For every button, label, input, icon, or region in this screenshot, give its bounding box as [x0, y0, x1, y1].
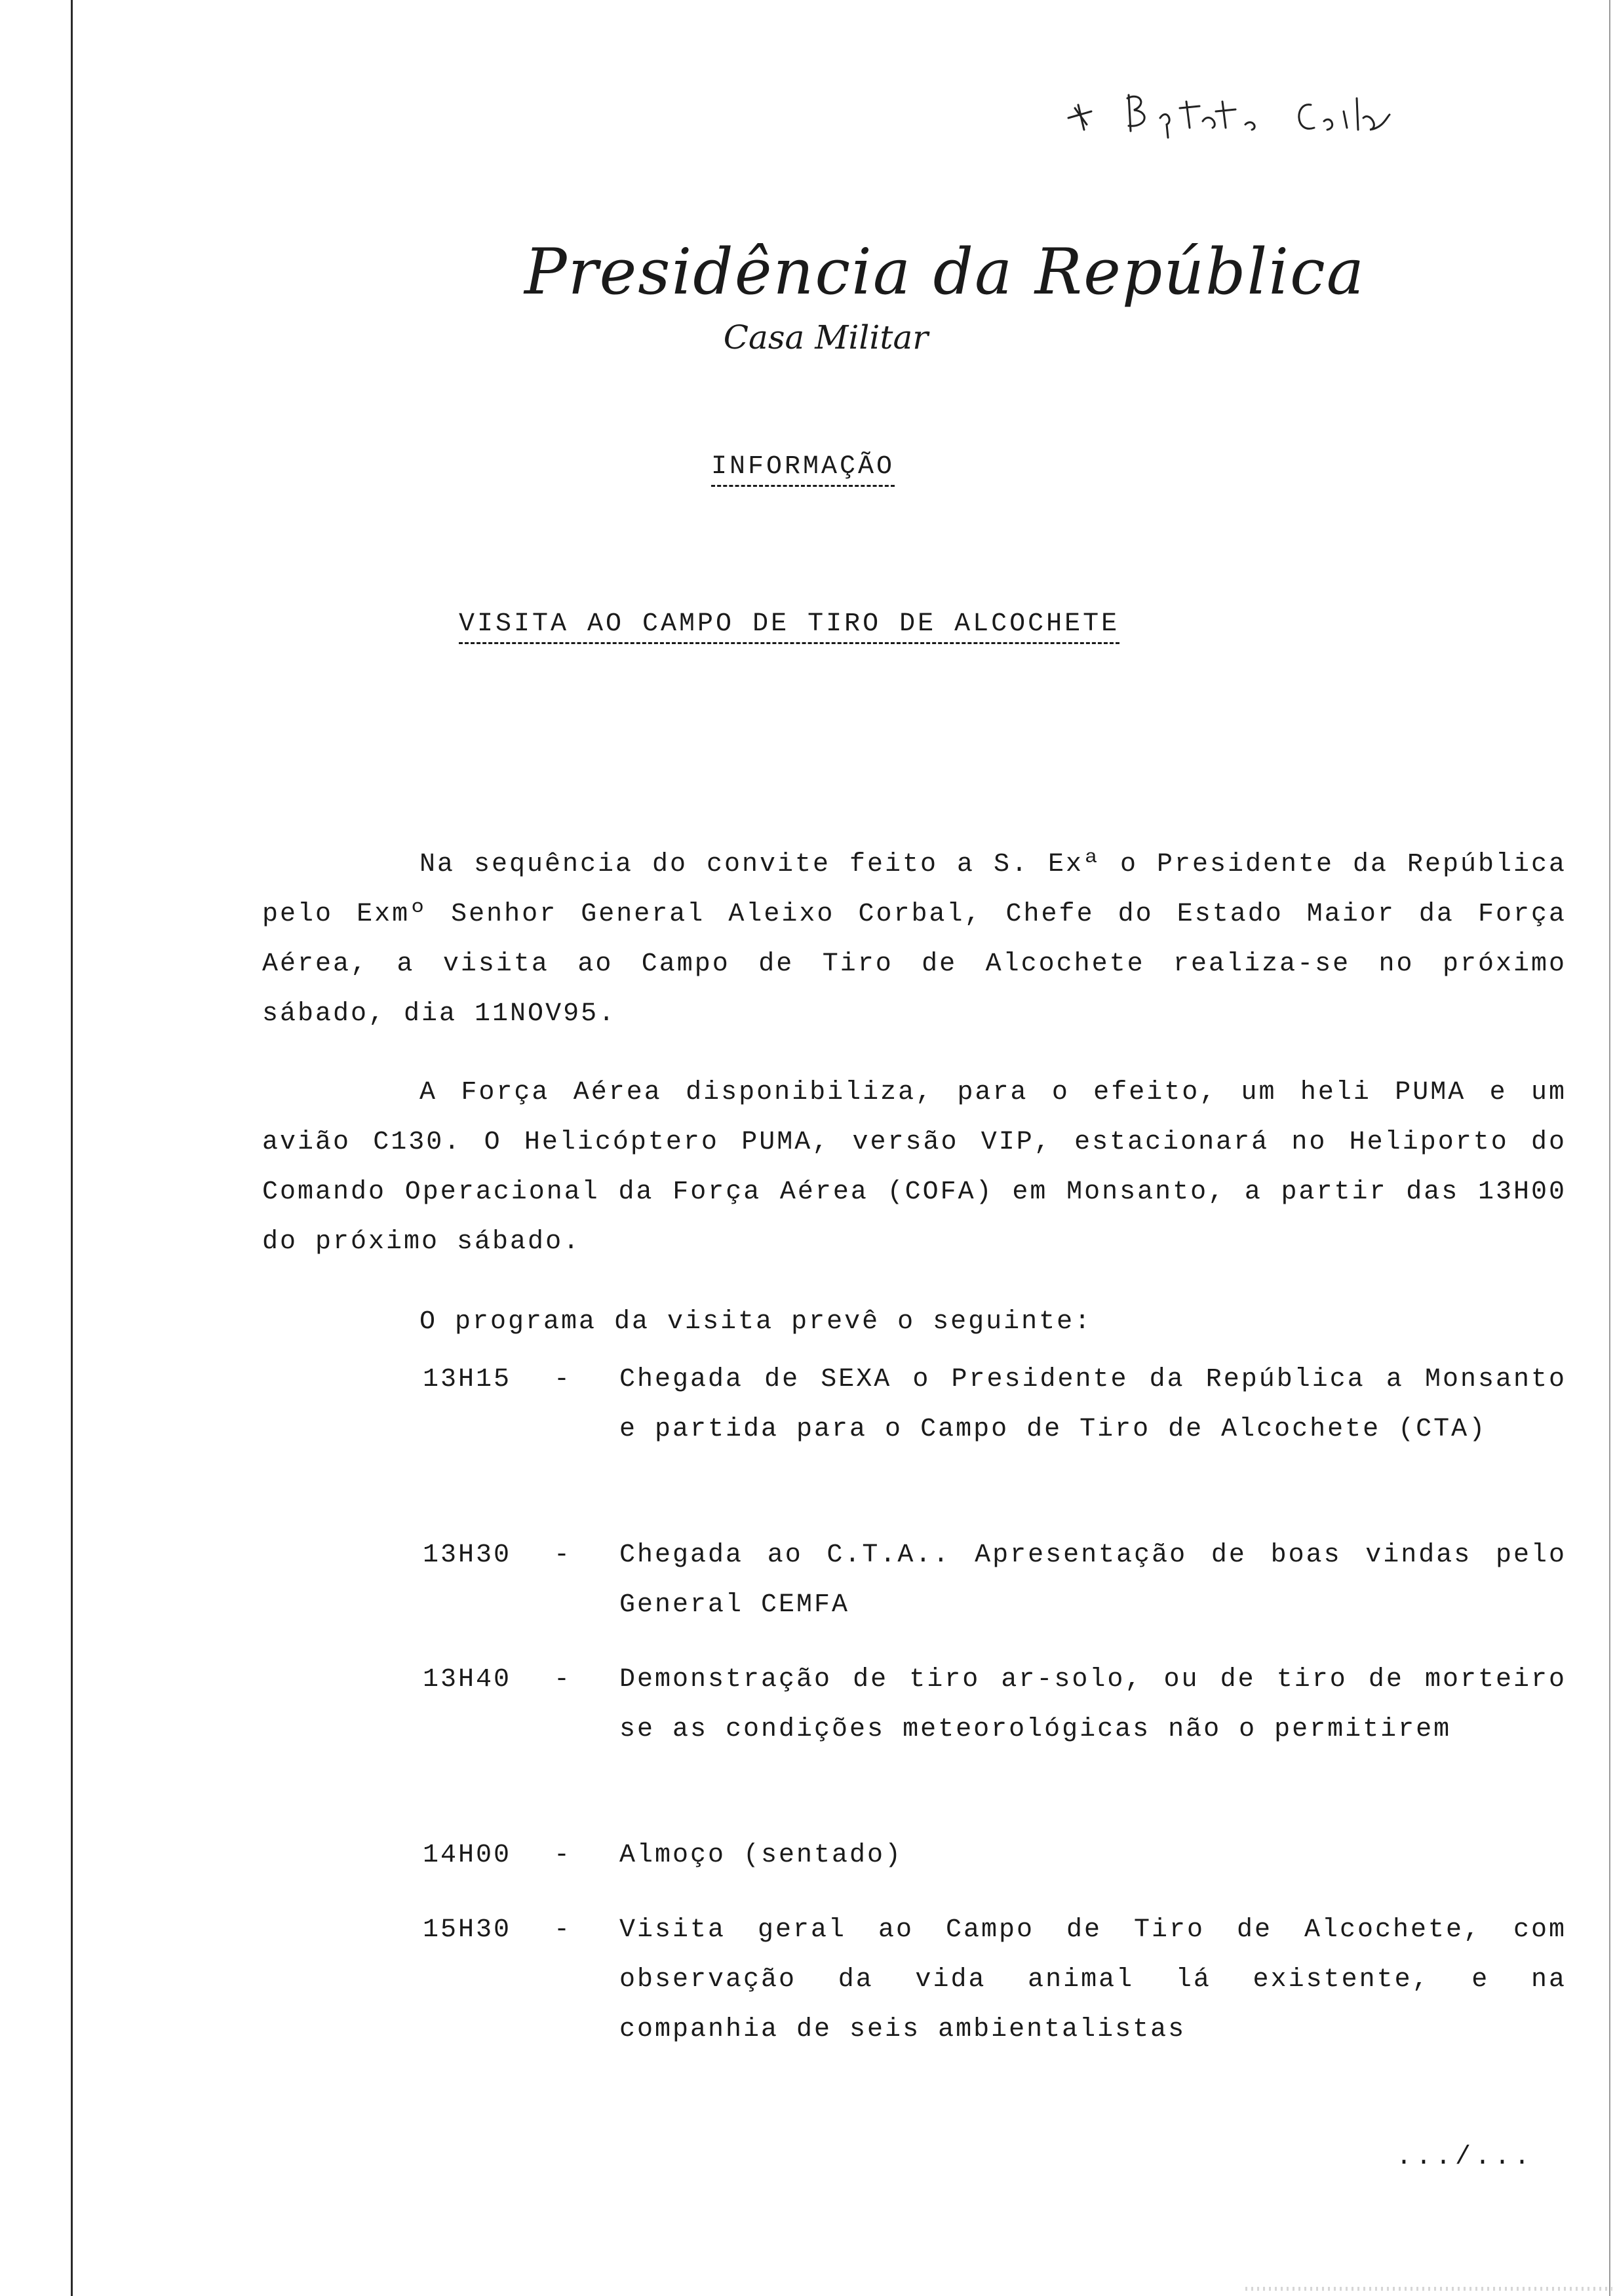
- scan-left-edge: [71, 0, 73, 2296]
- handwritten-signature-drawing: [1055, 72, 1422, 151]
- scan-right-edge: [1609, 0, 1610, 2296]
- letterhead: [524, 229, 1366, 400]
- schedule-time: 15H30: [423, 1915, 512, 1945]
- schedule-text: Almoço (sentado): [619, 1841, 903, 1870]
- subject-heading: VISITA AO CAMPO DE TIRO DE ALCOCHETE: [459, 609, 1119, 644]
- schedule-text: Chegada de SEXA o Presidente da República a Monsanto e partida para o Campo de Tiro de Alcochete (CTA): [619, 1365, 1566, 1444]
- schedule-time: 13H30: [423, 1540, 512, 1570]
- paragraph-transport: A Força Aérea disponibiliza, para o efeito, um heli PUMA e um avião C130. O Helicóptero PUMA, versão VIP, estacionará no Heliporto do Comando Operacional da Força Aérea (COFA) em Monsanto, a partir das 13H00 do próximo sábado.: [262, 1078, 1566, 1257]
- schedule-dash: -: [554, 1540, 570, 1570]
- paragraph-program-intro: O programa da visita prevê o seguinte:: [419, 1307, 1093, 1337]
- schedule-dash: -: [554, 1841, 570, 1870]
- schedule-text: Demonstração de tiro ar-solo, ou de tiro de morteiro se as condições meteorológicas não o permitirem: [619, 1665, 1566, 1744]
- document-type-heading: INFORMAÇÃO: [711, 452, 895, 487]
- paragraph-invitation: Na sequência do convite feito a S. Exª o Presidente da República pelo Exmº Senhor General Aleixo Corbal, Chefe do Estado Maior da Força Aérea, a visita ao Campo de Tiro de Alcochete realiza-se no próximo sábado, dia 11NOV95.: [262, 850, 1566, 1029]
- schedule-text: Chegada ao C.T.A.. Apresentação de boas vindas pelo General CEMFA: [619, 1540, 1566, 1620]
- schedule-time: 13H15: [423, 1365, 512, 1394]
- scan-bottom-noise: [1245, 2287, 1612, 2291]
- schedule-dash: -: [554, 1915, 570, 1945]
- schedule-text: Visita geral ao Campo de Tiro de Alcochete, com observação da vida animal lá existente, e na companhia de seis ambientalistas: [619, 1915, 1566, 2044]
- letterhead-subtitle: Casa Militar: [723, 318, 929, 356]
- schedule-dash: -: [554, 1365, 570, 1394]
- continuation-marker: .../...: [1396, 2143, 1534, 2172]
- schedule-time: 13H40: [423, 1665, 512, 1694]
- letterhead-title: Presidência da República: [524, 235, 1366, 309]
- schedule-dash: -: [554, 1665, 570, 1694]
- schedule-time: 14H00: [423, 1841, 512, 1870]
- handwritten-annotation: [1055, 72, 1422, 151]
